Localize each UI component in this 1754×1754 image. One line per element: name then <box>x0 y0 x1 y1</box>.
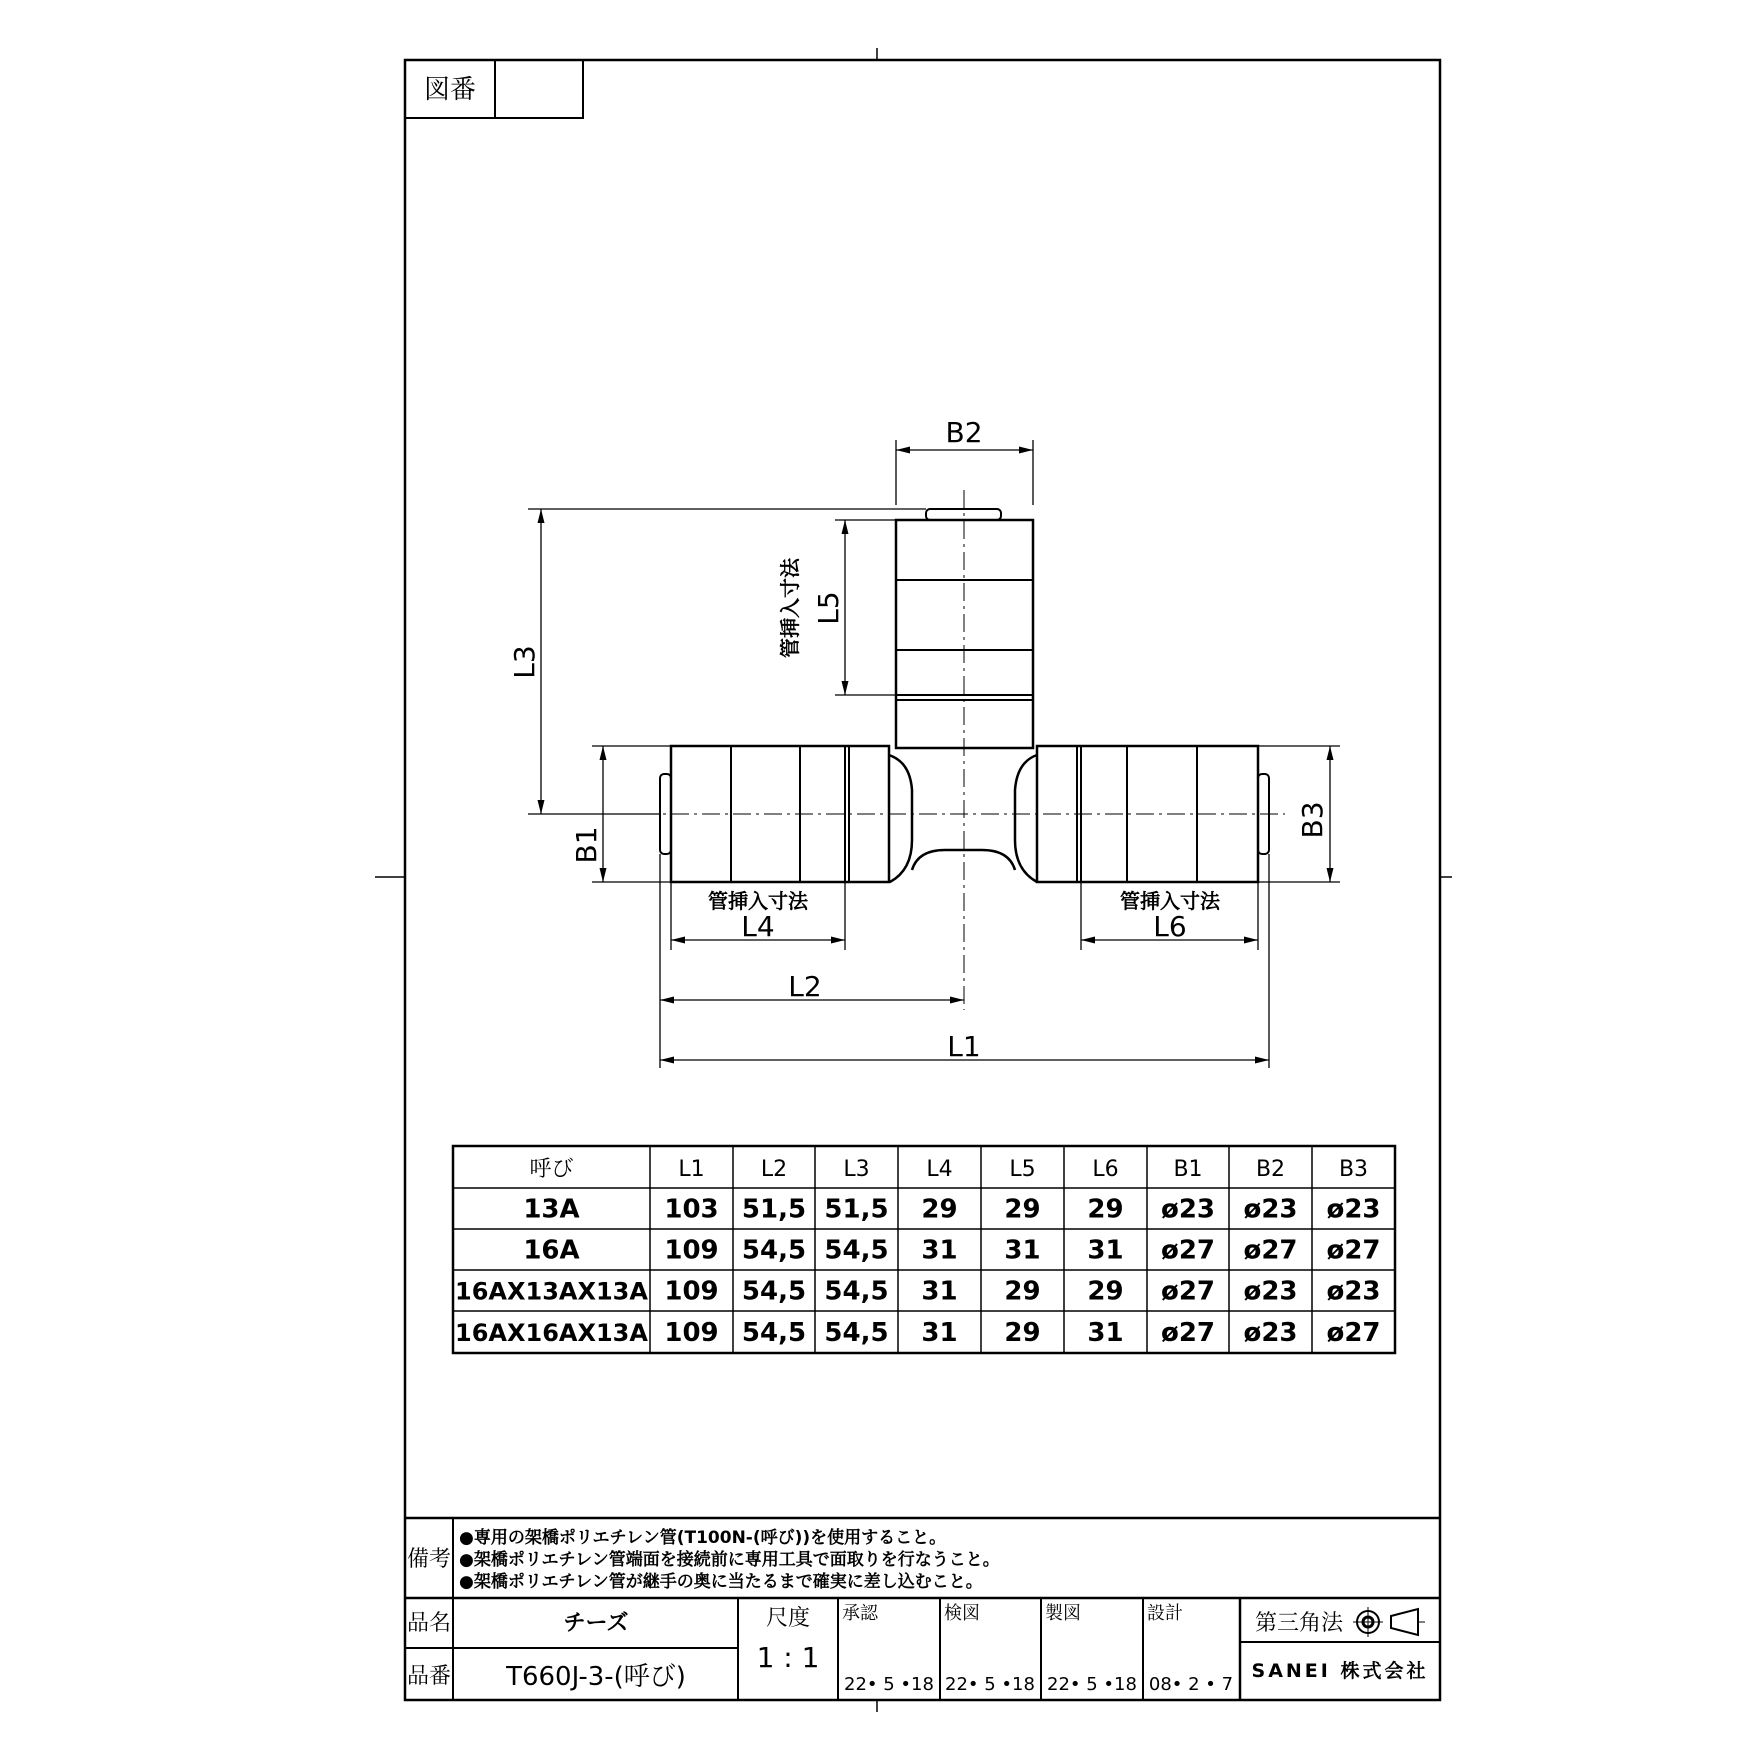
table-value-cell: 29 <box>1004 1276 1041 1307</box>
table-header-cell: L4 <box>926 1157 953 1182</box>
table-value-cell: 31 <box>921 1318 958 1348</box>
table-value-cell: ø27 <box>1243 1235 1298 1266</box>
table-value-cell: 29 <box>1087 1194 1124 1225</box>
table-header-cell: L6 <box>1092 1157 1119 1182</box>
table-value-cell: ø23 <box>1243 1276 1298 1307</box>
table-value-cell: ø27 <box>1326 1235 1381 1266</box>
dim-b1-label: B1 <box>570 826 603 864</box>
dimension-labels <box>508 416 1329 1063</box>
table-value-cell: ø23 <box>1326 1276 1381 1307</box>
table-row-size-cell: 16AX13AX13A <box>455 1277 648 1306</box>
table-value-cell: 29 <box>1004 1318 1041 1348</box>
dim-l1-label: L1 <box>947 1030 981 1063</box>
drawn-label: 製図 <box>1045 1603 1081 1624</box>
table-value-cell: ø23 <box>1243 1194 1298 1225</box>
table-value-cell: 51,5 <box>741 1194 807 1225</box>
table-value-cell: ø23 <box>1243 1318 1298 1348</box>
product-name-label: 品名 <box>406 1611 452 1636</box>
table-value-cell: ø23 <box>1326 1194 1381 1225</box>
dim-l6-label: L6 <box>1153 910 1187 943</box>
dim-l3-label: L3 <box>508 645 541 679</box>
table-value-cell: 103 <box>664 1194 719 1225</box>
table-row-size-cell: 16AX16AX13A <box>455 1319 648 1347</box>
notes-block <box>405 1518 1440 1598</box>
table-header-cell: 呼び <box>529 1157 574 1182</box>
company-name: SANEI 株式会社 <box>1251 1660 1429 1682</box>
dim-b3-label: B3 <box>1296 801 1329 839</box>
projection-label: 第三角法 <box>1255 1611 1344 1636</box>
table-header-cell: L2 <box>760 1157 788 1182</box>
table-header-cell: L1 <box>678 1157 705 1182</box>
table-value-cell: ø23 <box>1160 1194 1216 1225</box>
table-header-cell: L3 <box>843 1157 870 1182</box>
table-value-cell: 29 <box>1004 1194 1041 1225</box>
table-value-cell: 31 <box>1004 1235 1041 1266</box>
table-row-size-cell: 13A <box>523 1194 580 1225</box>
table-value-cell: 54,5 <box>741 1318 807 1348</box>
table-value-cell: 54,5 <box>824 1235 889 1266</box>
dimension-lines <box>528 440 1340 1068</box>
dim-b2-label: B2 <box>945 416 983 449</box>
note-line-1: ●専用の架橋ポリエチレン管(T100N-(呼び))を使用すること。 <box>459 1528 947 1548</box>
design-label: 設計 <box>1147 1603 1183 1624</box>
table-value-cell: 54,5 <box>824 1318 889 1348</box>
table-value-cell: ø27 <box>1160 1276 1216 1307</box>
product-number-label: 品番 <box>406 1664 452 1689</box>
table-value-cell: 109 <box>664 1276 719 1307</box>
center-lines <box>640 490 1285 1010</box>
table-value-cell: 29 <box>921 1194 958 1225</box>
note-line-2: ●架橋ポリエチレン管端面を接続前に専用工具で面取りを行なうこと。 <box>459 1550 1000 1570</box>
table-header-cell: B1 <box>1173 1157 1203 1182</box>
table-value-cell: 54,5 <box>741 1276 807 1307</box>
scale-label: 尺度 <box>765 1606 811 1631</box>
table-value-cell: 31 <box>921 1276 958 1307</box>
dim-l4-label: L4 <box>741 910 775 943</box>
dim-l4-insert-label: 管挿入寸法 <box>708 889 808 913</box>
table-header-cell: L5 <box>1009 1157 1036 1182</box>
table-header-cell: B2 <box>1255 1157 1286 1182</box>
table-value-cell: 54,5 <box>741 1235 807 1266</box>
product-number-value: T660J-3-(呼び) <box>506 1662 686 1692</box>
drawing-number-label: 図番 <box>423 75 477 105</box>
table-row-size-cell: 16A <box>523 1235 580 1266</box>
centering-marks <box>375 48 1452 1712</box>
drawing-number-box <box>405 60 583 118</box>
table-value-cell: 31 <box>1087 1318 1124 1348</box>
scale-value: 1 : 1 <box>756 1641 820 1674</box>
approved-label: 承認 <box>842 1603 878 1624</box>
notes-label: 備考 <box>406 1547 452 1572</box>
table-value-cell: ø27 <box>1326 1318 1381 1348</box>
drawing-border <box>405 60 1440 1700</box>
dim-l2-label: L2 <box>788 970 822 1003</box>
table-value-cell: ø27 <box>1160 1235 1216 1266</box>
dim-l6-insert-label: 管挿入寸法 <box>1120 889 1220 913</box>
table-value-cell: 54,5 <box>824 1276 889 1307</box>
table-value-cell: 109 <box>664 1318 719 1348</box>
note-line-3: ●架橋ポリエチレン管が継手の奥に当たるまで確実に差し込むこと。 <box>459 1572 983 1592</box>
table-value-cell: 29 <box>1087 1276 1124 1307</box>
table-value-cell: 31 <box>921 1235 958 1266</box>
dimension-arrows <box>538 447 1334 1064</box>
table-value-cell: 51,5 <box>824 1194 889 1225</box>
dimension-table <box>453 1146 1395 1353</box>
table-value-cell: 109 <box>664 1235 719 1266</box>
table-header-cell: B3 <box>1338 1157 1369 1182</box>
product-name-value: チーズ <box>563 1611 629 1636</box>
third-angle-projection-icon <box>1353 1607 1425 1637</box>
approved-date: 22• 5 •18 <box>844 1674 934 1695</box>
drawn-date: 22• 5 •18 <box>1047 1674 1137 1695</box>
checked-date: 22• 5 •18 <box>945 1674 1035 1695</box>
table-value-cell: 31 <box>1087 1235 1124 1266</box>
dim-l5-insert-label: 管挿入寸法 <box>778 558 802 658</box>
design-date: 08• 2 • 7 <box>1148 1674 1234 1695</box>
dim-l5-label: L5 <box>812 591 845 625</box>
checked-label: 検図 <box>944 1603 980 1624</box>
table-value-cell: ø27 <box>1160 1318 1216 1348</box>
